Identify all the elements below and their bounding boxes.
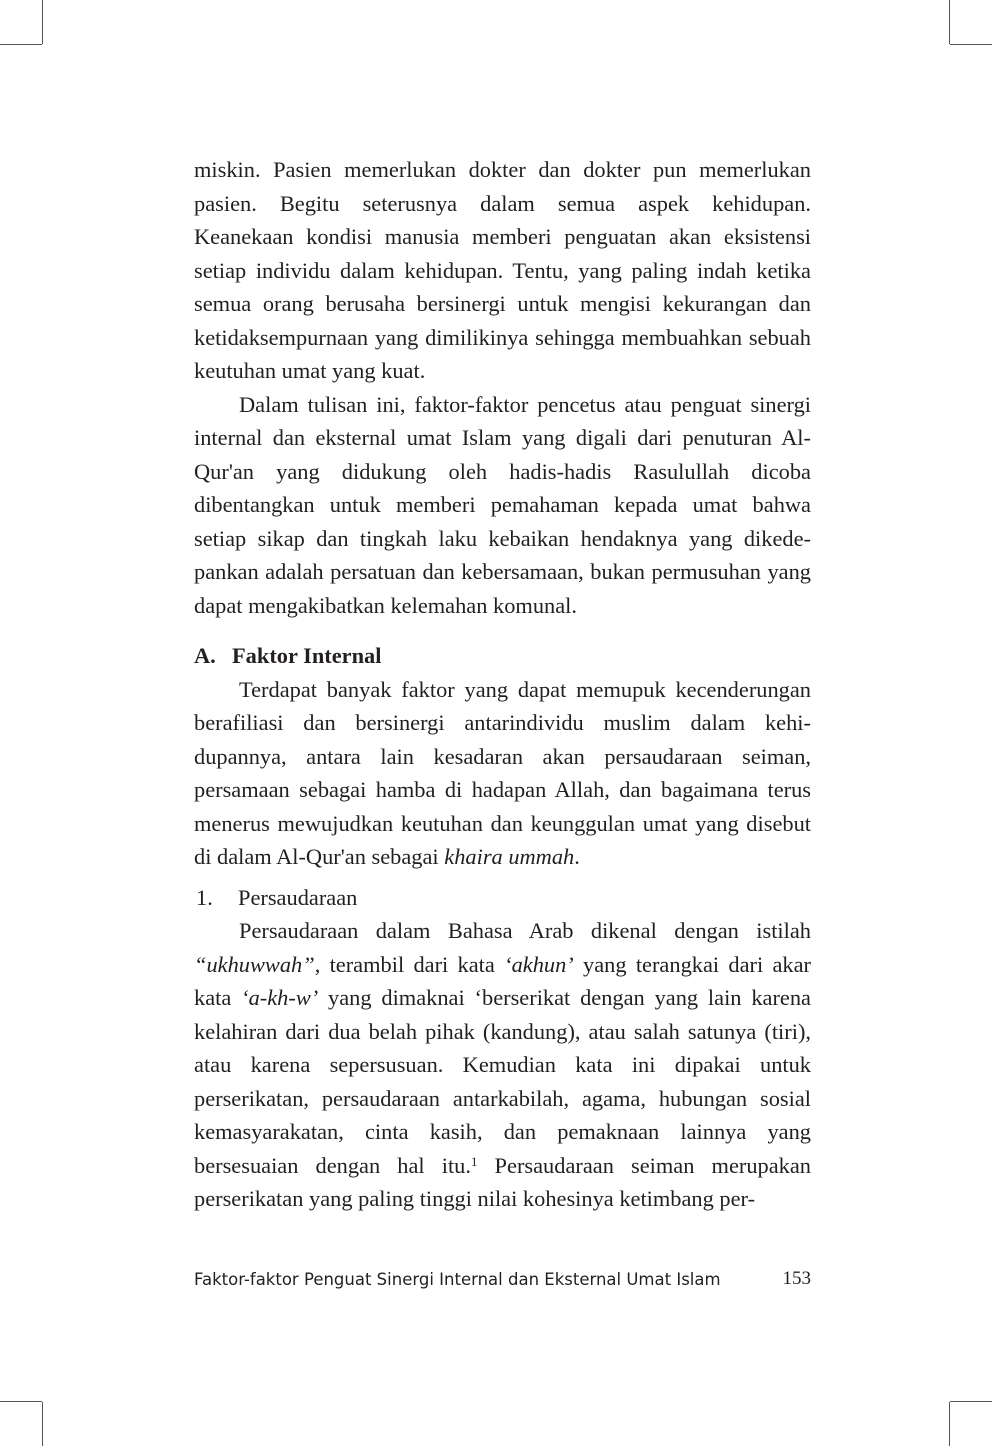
paragraph-persaudaraan [194, 914, 811, 1216]
main-text [194, 153, 811, 1216]
term-khaira-ummah: khaira ummah [444, 844, 575, 869]
term-ukhuwwah: “ukhuwwah” [194, 951, 315, 977]
subsection-number: 1. [196, 884, 213, 910]
page-footer [194, 1266, 811, 1292]
text-run: yang dimaknai ‘berserikat dengan yang lain karena kelahiran dari dua belah pihak (kandung), atau salah satunya (tiri), atau karena sepersusuan. Kemudian kata ini dipakai untuk perserikatan, persaudaraan antarkabilah, agama, hubungan sosial kemasyarakatan, cinta kasih, dan pemaknaan lainnya yang bersesuaian dengan hal itu. [194, 985, 811, 1178]
crop-mark-bottom-right-vertical [949, 1402, 950, 1446]
running-title: Faktor-faktor Penguat Sinergi Internal dan Eksternal Umat Islam [194, 1269, 721, 1289]
text-run: Persaudaraan seiman merupakan perserikatan yang paling tinggi nilai kohesinya ketimbang per- [194, 1152, 811, 1211]
subsection-heading-persaudaraan [194, 881, 811, 915]
paragraph-end: . [574, 844, 580, 869]
continuation-paragraph: miskin. Pasien memerlukan dokter dan dokter pun memerlukan pasien. Begitu seterusnya dalam semua aspek kehidupan. Keanekaan kondisi manusia memberi penguatan akan eksistensi setiap individu dalam kehidupan. Tentu, yang paling indah ketika semua orang berusaha bersinergi untuk mengisi kekurangan dan ketidaksempurnaan yang dimilikinya sehingga membuahkan sebuah keutuhan umat yang kuat. [194, 157, 811, 383]
crop-mark-bottom-left-horizontal [0, 1401, 42, 1402]
crop-mark-top-right-vertical [949, 0, 950, 44]
crop-mark-top-left-horizontal [0, 44, 42, 45]
crop-mark-bottom-right-horizontal [950, 1401, 992, 1402]
paragraph-introduction: Dalam tulisan ini, faktor-faktor pencetus atau penguat sinergi internal dan eksternal umat Islam yang digali dari penuturan Al-Qur'an yang didukung oleh hadis-hadis Rasulullah dicoba dibentangkan untuk memberi pemahaman kepada umat bahwa setiap sikap dan tingkah laku kebaikan hendaknya yang dikedepankan adalah persatuan dan kebersamaan, bukan permusuhan yang dapat mengakibatkan kelemahan komunal. [194, 391, 811, 618]
term-root: ‘a-kh-w’ [241, 985, 319, 1010]
crop-mark-bottom-left-vertical [42, 1402, 43, 1446]
paragraph-faktor-internal [194, 673, 811, 874]
footnote-reference[interactable]: 1 [470, 1153, 478, 1169]
page-number: 153 [782, 1268, 811, 1289]
section-letter: A. [194, 643, 216, 668]
crop-mark-top-left-vertical [42, 0, 43, 44]
text-run: yang terangkai dari akar kata [194, 951, 811, 1010]
section-title: Faktor Internal [232, 643, 382, 668]
text-run: Persaudaraan dalam Bahasa Arab dikenal dengan istilah [239, 918, 811, 943]
subsection-title: Persaudaraan [238, 884, 358, 910]
text-run: , terambil dari kata [314, 951, 505, 977]
paragraph-text: Terdapat banyak faktor yang dapat memupuk kecenderungan berafiliasi dan bersinergi antarindividu muslim dalam kehidupannya, antara lain kesadaran akan persaudaraan seiman, persamaan sebagai hamba di hadapan Allah, dan bagaimana terus menerus mewujudkan keutuhan dan keunggulan umat yang disebut di dalam Al-Qur'an sebagai [194, 676, 811, 869]
term-akhun: ‘akhun’ [504, 951, 574, 977]
crop-mark-top-right-horizontal [950, 44, 992, 45]
section-heading-faktor-internal [194, 639, 811, 673]
